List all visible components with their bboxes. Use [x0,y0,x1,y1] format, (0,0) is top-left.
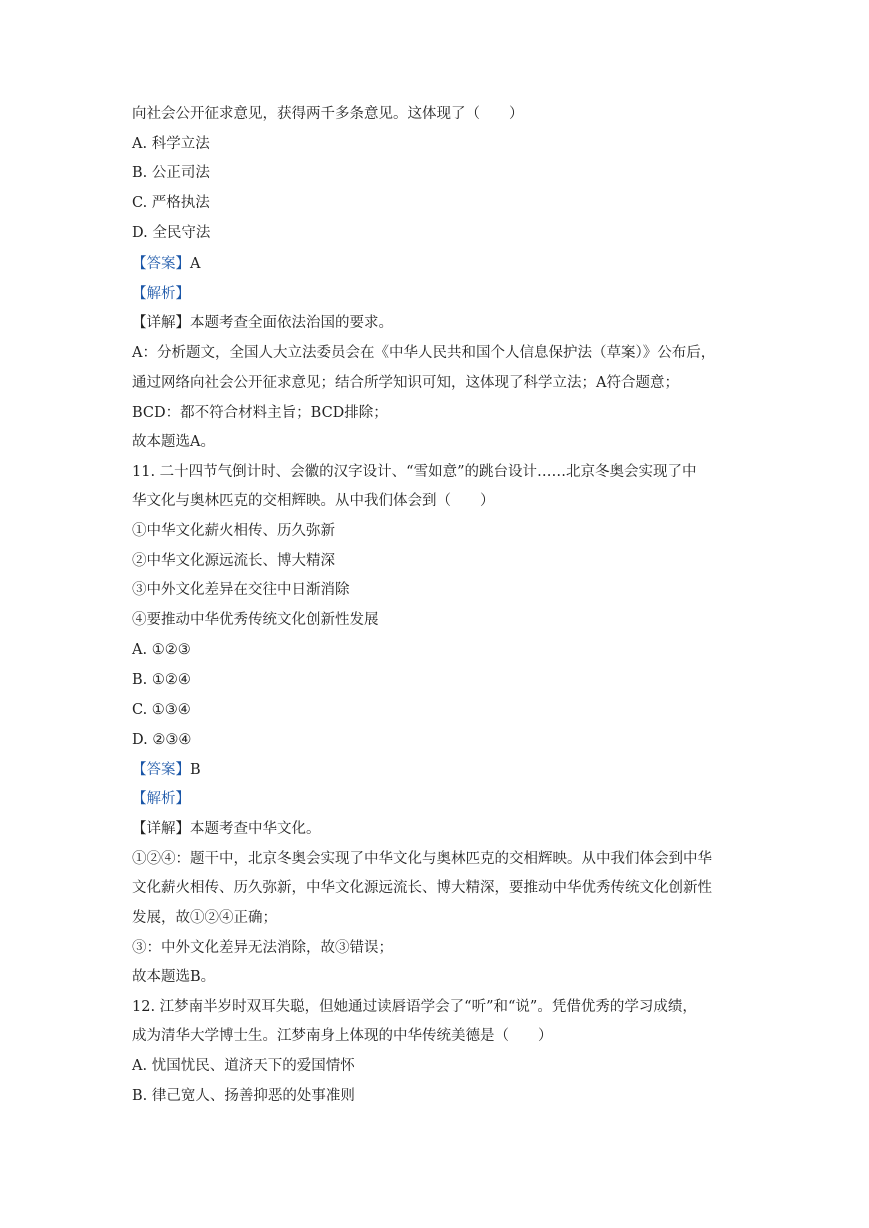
option-d: D. ②③④ [132,732,192,748]
answer-tag: 【答案】 [132,762,190,778]
option-c: C. ①③④ [132,702,191,718]
option-d: D. 全民守法 [132,225,211,241]
detail-text: 本题考查中华文化。 [190,821,321,837]
detail-line [132,819,321,839]
answer-line [132,760,201,780]
option-c: C. 严格执法 [132,195,210,211]
analysis-tag: 【解析】 [132,791,190,807]
statement-item: ②中华文化源远流长、博大精深 [132,553,335,569]
option-b: B. 公正司法 [132,165,210,181]
question-12-stem: 12. 江梦南半岁时双耳失聪，但她通过读唇语学会了“听”和“说”。凭借优秀的学习成绩， [132,999,697,1015]
statement-item: ③中外文化差异在交往中日渐消除 [132,582,350,598]
conclusion-line: 故本题选A。 [132,434,215,450]
detail-line [132,313,393,333]
option-b: B. 律己宽人、扬善抑恶的处事准则 [132,1088,355,1104]
statement-item: ①中华文化薪火相传、历久弥新 [132,523,335,539]
answer-value: A [190,256,201,272]
analysis-line [132,284,190,304]
detail-tag: 【详解】 [132,315,190,331]
answer-line [132,254,200,274]
answer-tag: 【答案】 [132,256,190,272]
explanation-line: 通过网络向社会公开征求意见；结合所学知识可知，这体现了科学立法；A符合题意； [132,375,679,391]
question-text-line: 向社会公开征求意见，获得两千多条意见。这体现了（ ） [132,106,524,122]
option-b: B. ①②④ [132,672,191,688]
question-11-stem: 华文化与奥林匹克的交相辉映。从中我们体会到（ ） [132,493,495,509]
option-a: A. 科学立法 [132,136,210,152]
explanation-line: ③：中外文化差异无法消除，故③错误； [132,940,393,956]
explanation-line: BCD：都不符合材料主旨；BCD排除； [132,405,388,421]
detail-tag: 【详解】 [132,821,190,837]
explanation-line: 发展，故①②④正确； [132,910,277,926]
explanation-line: A：分析题文，全国人大立法委员会在《中华人民共和国个人信息保护法（草案）》公布后， [132,345,716,361]
detail-text: 本题考查全面依法治国的要求。 [190,315,393,331]
option-a: A. ①②③ [132,642,191,658]
answer-value: B [190,762,201,778]
question-12-stem: 成为清华大学博士生。江梦南身上体现的中华传统美德是（ ） [132,1028,553,1044]
conclusion-line: 故本题选B。 [132,969,216,985]
option-a: A. 忧国忧民、道济天下的爱国情怀 [132,1058,355,1074]
analysis-tag: 【解析】 [132,286,190,302]
explanation-line: ①②④：题干中，北京冬奥会实现了中华文化与奥林匹克的交相辉映。从中我们体会到中华 [132,851,712,867]
analysis-line [132,789,190,809]
explanation-line: 文化薪火相传、历久弥新，中华文化源远流长、博大精深，要推动中华优秀传统文化创新性 [132,880,712,896]
statement-item: ④要推动中华优秀传统文化创新性发展 [132,612,379,628]
question-11-stem: 11. 二十四节气倒计时、会徽的汉字设计、“雪如意”的跳台设计……北京冬奥会实现了中 [132,464,697,480]
